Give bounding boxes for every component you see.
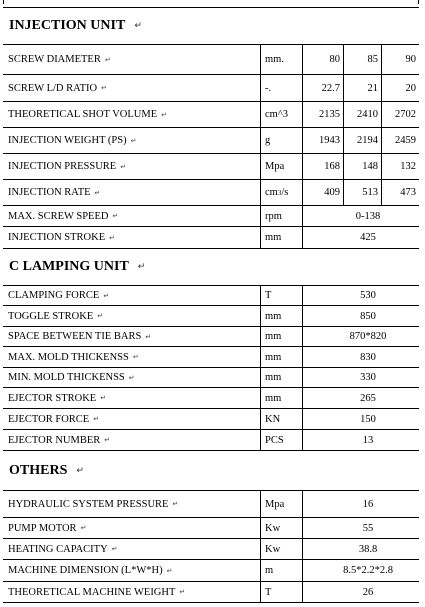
spec-unit-text: cm <box>265 187 278 198</box>
spec-name <box>3 75 261 101</box>
table-row <box>3 101 419 127</box>
spec-value-text: 1943 <box>319 135 340 146</box>
paragraph-mark-icon: ↵ <box>166 566 173 575</box>
spec-unit-text: KN <box>265 413 281 425</box>
spec-name <box>3 539 261 559</box>
spec-value-text: 473 <box>400 187 416 198</box>
spec-value-text: 850 <box>360 310 376 322</box>
paragraph-mark-icon: ↵ <box>94 188 101 197</box>
spec-name <box>3 206 261 226</box>
spec-unit <box>261 75 303 101</box>
spec-name-text: THEORETICAL MACHINE WEIGHT <box>8 586 176 598</box>
spec-value <box>303 227 419 248</box>
spec-value <box>382 45 419 74</box>
spec-value-text: 13 <box>362 434 374 446</box>
spec-name <box>3 388 261 408</box>
spec-name-text: EJECTOR NUMBER <box>8 434 101 446</box>
spec-value-text: 38.8 <box>358 543 378 555</box>
spec-value-text: 16 <box>362 498 374 510</box>
table-row <box>3 285 419 305</box>
spec-name <box>3 286 261 305</box>
spec-value-text: 2702 <box>395 109 416 120</box>
return-mark-icon: ↵ <box>76 465 84 476</box>
spec-value <box>382 102 419 127</box>
spec-unit-text: mm <box>265 310 282 322</box>
spec-value-text: 513 <box>362 187 378 198</box>
table-row <box>3 127 419 153</box>
spec-name-text: SPACE BETWEEN TIE BARS <box>8 331 142 342</box>
spec-value-text: 20 <box>405 82 416 94</box>
spec-value-text: 148 <box>362 161 378 172</box>
spec-unit-text: PCS <box>265 434 284 446</box>
spec-value <box>303 409 419 429</box>
spec-name-text: TOGGLE STROKE <box>8 310 94 322</box>
spec-name-text: MIN. MOLD THICKENSS <box>8 372 125 383</box>
spec-unit-text: Kw <box>265 543 281 555</box>
spec-unit: cm 3 /s <box>261 180 303 205</box>
table-top-gap <box>3 0 419 4</box>
spec-value-text: 132 <box>400 161 416 172</box>
spec-name <box>3 45 261 74</box>
paragraph-mark-icon: ↵ <box>112 212 119 220</box>
spec-name-text: MACHINE DIMENSION (L*W*H) <box>8 565 163 576</box>
paragraph-mark-icon: ↵ <box>104 55 111 64</box>
spec-name <box>3 180 261 205</box>
spec-unit <box>261 128 303 153</box>
paragraph-mark-icon: ↵ <box>97 312 104 320</box>
spec-unit-text: mm <box>265 331 282 342</box>
spec-value-text: 830 <box>360 351 376 363</box>
section-title <box>9 8 142 44</box>
section-header-c-lamping-unit <box>3 248 419 285</box>
spec-name-text: EJECTOR FORCE <box>8 413 90 425</box>
spec-value-text: 2194 <box>357 135 378 146</box>
spec-unit <box>261 347 303 367</box>
paragraph-mark-icon: ↵ <box>109 233 115 242</box>
spec-name <box>3 491 261 517</box>
spec-value <box>303 154 344 179</box>
spec-unit <box>261 306 303 326</box>
spec-name-text: PUMP MOTOR <box>8 522 77 534</box>
paragraph-mark-icon: ↵ <box>80 524 87 532</box>
spec-value <box>303 582 419 602</box>
section-header-injection-unit <box>3 7 419 44</box>
spec-name-text: MAX. SCREW SPEED <box>8 210 109 222</box>
table-row <box>3 517 419 538</box>
spec-unit-text: Kw <box>265 522 281 534</box>
spec-unit <box>261 409 303 429</box>
table-row <box>3 326 419 346</box>
spec-value-text: 2459 <box>395 135 416 146</box>
spec-value <box>344 180 382 205</box>
spec-value-text: 26 <box>362 586 374 598</box>
table-row <box>3 559 419 581</box>
spec-value <box>303 45 344 74</box>
table-row <box>3 205 419 226</box>
spec-value-text: 2410 <box>357 109 378 120</box>
spec-value <box>303 347 419 367</box>
table-row <box>3 387 419 408</box>
spec-value <box>382 154 419 179</box>
spec-name-text: CLAMPING FORCE <box>8 290 100 301</box>
spec-value <box>382 180 419 205</box>
table-row <box>3 429 419 450</box>
spec-unit <box>261 286 303 305</box>
spec-value-text: 265 <box>360 392 376 404</box>
spec-value <box>344 154 382 179</box>
spec-unit-text: T <box>265 290 272 301</box>
spec-value-text: 0-138 <box>355 210 381 222</box>
spec-name-text: SCREW DIAMETER <box>8 54 101 65</box>
spec-name-text: INJECTION PRESSURE <box>8 161 117 172</box>
spec-unit-text: mm <box>265 372 282 383</box>
spec-value-text: 150 <box>360 413 376 425</box>
spec-value <box>303 75 344 101</box>
spec-name-text: EJECTOR STROKE <box>8 392 97 404</box>
spec-unit <box>261 327 303 346</box>
spec-name <box>3 409 261 429</box>
spec-unit-text: T <box>265 586 272 598</box>
spec-unit-text: mm <box>265 232 282 243</box>
spec-unit <box>261 45 303 74</box>
spec-value-text: 425 <box>360 232 376 243</box>
paragraph-mark-icon: ↵ <box>128 373 135 382</box>
spec-value <box>303 286 419 305</box>
spec-unit <box>261 154 303 179</box>
spec-value <box>382 75 419 101</box>
spec-name-text: INJECTION STROKE <box>8 232 106 243</box>
spec-value-text: 530 <box>360 290 376 301</box>
spec-unit <box>261 560 303 581</box>
spec-unit-text: cm^3 <box>265 109 289 120</box>
spec-value-text: 330 <box>360 372 376 383</box>
section-title <box>9 249 145 285</box>
spec-value <box>303 539 419 559</box>
spec-unit <box>261 491 303 517</box>
spec-name-text: HYDRAULIC SYSTEM PRESSURE <box>8 498 169 510</box>
spec-value-text: 168 <box>324 161 340 172</box>
paragraph-mark-icon: ↵ <box>103 291 110 300</box>
table-row <box>3 226 419 248</box>
spec-unit-text: m <box>265 565 274 576</box>
table-row <box>3 179 419 205</box>
table-row <box>3 538 419 559</box>
spec-unit <box>261 539 303 559</box>
paragraph-mark-icon: ↵ <box>132 353 139 361</box>
spec-value <box>344 102 382 127</box>
spec-value-text: 409 <box>324 187 340 198</box>
spec-value <box>303 206 419 226</box>
spec-value-text: 8.5*2.2*2.8 <box>343 565 393 576</box>
spec-unit <box>261 388 303 408</box>
spec-unit <box>261 227 303 248</box>
spec-value <box>303 102 344 127</box>
spec-unit <box>261 518 303 538</box>
section-header-others <box>3 450 419 490</box>
spec-value-text: 55 <box>362 522 374 534</box>
spec-value <box>303 491 419 517</box>
spec-name <box>3 368 261 387</box>
spec-name <box>3 102 261 127</box>
table-row <box>3 490 419 517</box>
spec-value <box>344 45 382 74</box>
spec-value-text: 870*820 <box>349 331 387 342</box>
spec-name <box>3 518 261 538</box>
paragraph-mark-icon: ↵ <box>145 332 152 341</box>
section-title-text: C LAMPING UNIT <box>9 259 129 274</box>
table-row <box>3 305 419 326</box>
spec-name <box>3 227 261 248</box>
spec-value <box>382 128 419 153</box>
spec-value <box>303 306 419 326</box>
spec-unit-text: Mpa <box>265 498 285 510</box>
spec-name-text: MAX. MOLD THICKENSS <box>8 351 129 363</box>
spec-unit <box>261 430 303 450</box>
spec-name-text: SCREW L/D RATIO <box>8 82 98 94</box>
spec-unit <box>261 206 303 226</box>
table-row <box>3 44 419 74</box>
spec-name <box>3 154 261 179</box>
spec-value <box>303 388 419 408</box>
spec-unit <box>261 102 303 127</box>
spec-name <box>3 582 261 602</box>
spec-unit <box>261 368 303 387</box>
spec-unit-text: mm. <box>265 54 284 65</box>
spec-unit-text: mm <box>265 351 282 363</box>
spec-value <box>303 327 419 346</box>
section-title-text: OTHERS <box>9 462 68 478</box>
spec-name <box>3 128 261 153</box>
paragraph-mark-icon: ↵ <box>172 500 179 508</box>
spec-value-text: 22.7 <box>321 82 340 94</box>
spec-unit-tail: /s <box>281 187 289 198</box>
spec-value-text: 2135 <box>319 109 340 120</box>
paragraph-mark-icon: ↵ <box>101 84 107 92</box>
spec-name <box>3 430 261 450</box>
table-row <box>3 367 419 387</box>
spec-value-text: 85 <box>367 54 378 65</box>
spec-unit <box>261 582 303 602</box>
return-mark-icon: ↵ <box>134 21 142 31</box>
paragraph-mark-icon: ↵ <box>100 394 107 402</box>
spec-value <box>303 560 419 581</box>
spec-name <box>3 347 261 367</box>
spec-value <box>303 368 419 387</box>
spec-name <box>3 560 261 581</box>
spec-value-text: 80 <box>329 54 340 65</box>
spec-value <box>303 518 419 538</box>
section-title-text: INJECTION UNIT <box>9 18 126 33</box>
spec-value <box>344 128 382 153</box>
spec-name-text: INJECTION WEIGHT (PS) <box>8 135 127 146</box>
spec-unit-text: g <box>265 135 271 146</box>
paragraph-mark-icon: ↵ <box>104 436 111 444</box>
spec-name-text: THEORETICAL SHOT VOLUME <box>8 109 158 120</box>
spec-value <box>303 180 344 205</box>
paragraph-mark-icon: ↵ <box>130 136 137 145</box>
spec-value <box>303 128 344 153</box>
spec-value-text: 90 <box>405 54 416 65</box>
table-row <box>3 346 419 367</box>
spec-value-text: 21 <box>367 82 378 94</box>
spec-unit-text: Mpa <box>265 161 285 172</box>
table-row <box>3 581 419 603</box>
spec-value <box>344 75 382 101</box>
section-title <box>9 451 84 490</box>
paragraph-mark-icon: ↵ <box>111 545 118 553</box>
paragraph-mark-icon: ↵ <box>93 415 100 423</box>
spec-unit-text: mm <box>265 392 282 404</box>
paragraph-mark-icon: ↵ <box>179 588 186 596</box>
spec-unit-text: -. <box>265 82 272 94</box>
spec-unit-text: rpm <box>265 210 282 222</box>
spec-value <box>303 430 419 450</box>
return-mark-icon: ↵ <box>137 262 146 272</box>
paragraph-mark-icon: ↵ <box>161 110 168 119</box>
paragraph-mark-icon: ↵ <box>120 162 127 171</box>
spec-name <box>3 306 261 326</box>
spec-name-text: HEATING CAPACITY <box>8 543 108 555</box>
table-row <box>3 74 419 101</box>
spec-name-text: INJECTION RATE <box>8 187 91 198</box>
table-row <box>3 153 419 179</box>
spec-name <box>3 327 261 346</box>
table-row <box>3 408 419 429</box>
